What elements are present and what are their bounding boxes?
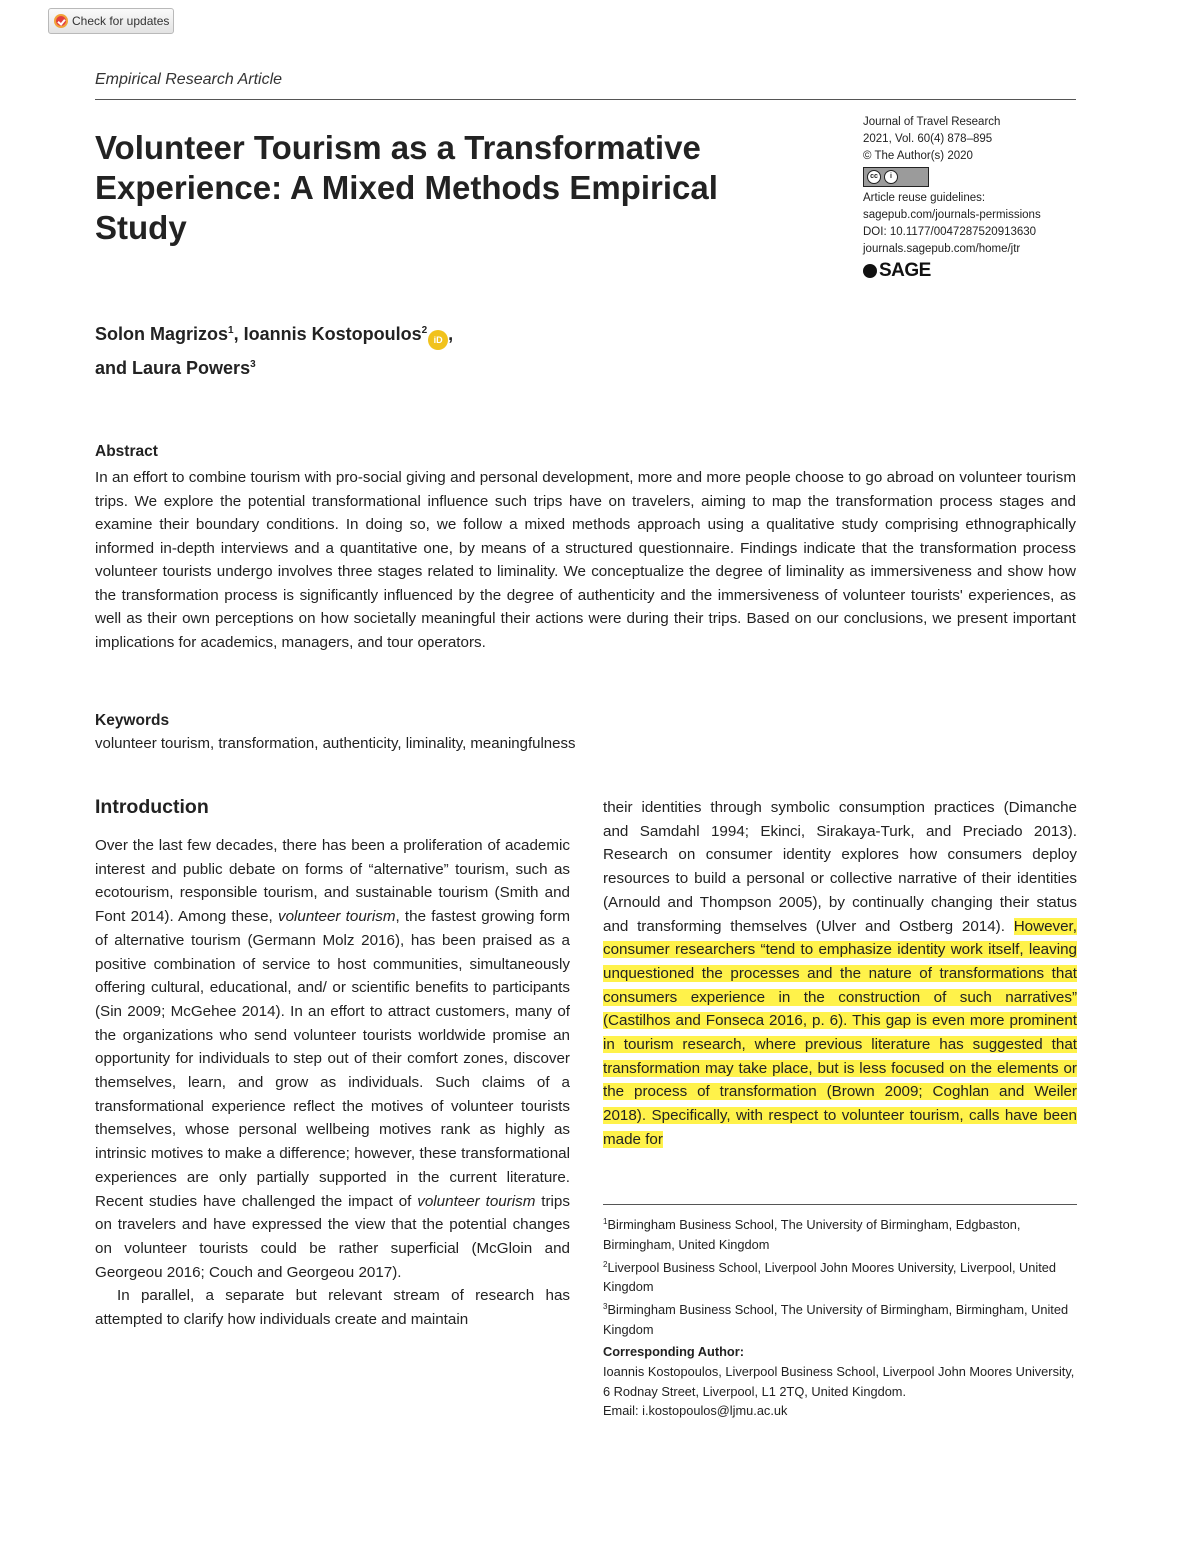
corresponding-author-heading: Corresponding Author: [603, 1344, 744, 1359]
author-separator: , [233, 324, 239, 344]
body-left-column [95, 834, 570, 1332]
journal-info [863, 114, 1083, 279]
cc-icon: cc [867, 170, 881, 184]
affiliation-text: Liverpool Business School, Liverpool John Moores University, Liverpool, United Kingdom [603, 1259, 1057, 1295]
sage-logo-text: SAGE [879, 260, 931, 281]
abstract-heading: Abstract [95, 443, 158, 460]
abstract-text: In an effort to combine tourism with pro-social giving and personal development, more and more people choose to go abroad on volunteer tourism trips. We explore the potential transformational influence such trips have on travelers, aiming to map the transformation process stages and examine their boundary conditions. In doing so, we follow a mixed methods approach using a qualitative study comprising ethnographically informed in-depth interviews and a quantitative one, by means of a structured questionnaire. Findings indicate that the transformation process volunteer tourists undergo involves three stages related to liminality. We conceptualize the degree of liminality as immersiveness and show how the transformation process is significantly influenced by the degree of authenticity and the immersiveness of volunteer tourists' experiences, as well as their own perceptions on how societally meaningful their actions were during their trips. Based on our conclusions, we present important implications for academics, managers, and tour operators. [95, 469, 1076, 651]
affiliation-marker: 3 [250, 359, 256, 370]
affiliation-item [603, 1212, 1078, 1255]
copyright-notice: © The Author(s) 2020 [863, 150, 973, 162]
paragraph [95, 834, 570, 1284]
journal-homepage-link[interactable]: journals.sagepub.com/home/jtr [863, 243, 1021, 255]
highlighted-passage[interactable]: However, consumer researchers “tend to emphasize identity work itself, leaving unquestioned the processes and the nature of transformations that consumers experience in the construction of such narratives” (Castilhos and Fonseca 2016, p. 6). This gap is even more prominent in tourism research, where previous literature has suggested that transformation may take place, but is less focused on the elements or the process of transformation (Brown 2009; Coghlan and Weiler 2018). Specifically, with respect to volunteer tourism, calls have been made for [603, 917, 1077, 1148]
keywords-list: volunteer tourism, transformation, authenticity, liminality, meaningfulness [95, 735, 576, 752]
affiliation-item [603, 1255, 1078, 1298]
body-right-column [603, 796, 1077, 1152]
footnote-rule [603, 1204, 1077, 1205]
keywords-heading: Keywords [95, 712, 170, 729]
check-updates-icon [54, 14, 68, 28]
reuse-guidelines-label: Article reuse guidelines: [863, 192, 986, 204]
journal-citation: 2021, Vol. 60(4) 878–895 [863, 133, 993, 145]
affiliation-item [603, 1297, 1078, 1340]
introduction-heading: Introduction [95, 796, 209, 818]
emphasized-term: volunteer tourism [417, 1192, 536, 1210]
permissions-link[interactable]: sagepub.com/journals-permissions [863, 209, 1041, 221]
text-run: their identities through symbolic consumption practices (Dimanche and Samdahl 1994; Ekinci, Sirakaya-Turk, and Preciado 2013). Research on consumer identity explores how consumers deploy resources to build a personal or collective narrative of their identities (Arnould and Thompson 2005), by continually changing their status and transforming themselves (Ulver and Ostberg 2014). [603, 799, 1077, 935]
text-run: trips on travelers and have expressed the view that the potential changes on volunteer tourists could be rather superficial (McGloin and Georgeou 2016; Couch and Georgeou 2017). [95, 1192, 570, 1281]
affiliation-marker: 2 [421, 325, 428, 336]
article-title: Volunteer Tourism as a Transformative Experience: A Mixed Methods Empirical Study [95, 129, 718, 246]
paragraph: In parallel, a separate but relevant stream of research has attempted to clarify how individuals create and maintain [95, 1287, 570, 1329]
attribution-icon: i [884, 170, 898, 184]
check-for-updates-button[interactable] [48, 8, 174, 34]
affiliation-text: Birmingham Business School, The University of Birmingham, Birmingham, United Kingdom [603, 1302, 1069, 1337]
corresponding-author-address: Ioannis Kostopoulos, Liverpool Business School, Liverpool John Moores University, 6 Rodnay Street, Liverpool, L1 2TQ, United Kingdom. [603, 1363, 1075, 1399]
author-name[interactable]: Laura Powers [132, 358, 251, 378]
author-name[interactable]: Ioannis Kostopoulos [243, 324, 422, 344]
author-conjunction: and [95, 358, 128, 378]
journal-name: Journal of Travel Research [863, 116, 1001, 128]
affiliations [603, 1212, 1078, 1340]
affiliation-marker: 1 [228, 325, 234, 336]
text-run: , the fastest growing form of alternative tourism (Germann Molz 2016), has been praised as a positive combination of service to host communities, simultaneously offering cultural, educational, and/ or scientific benefits to participants (Sin 2009; McGehee 2014). In an effort to attract customers, many of the organizations who send volunteer tourists worldwide promise an opportunity for individuals to step out of their comfort zones, discover themselves, learn, and grow as individuals. Such claims of a transformational experience reflect the motives of volunteer tourists themselves, whose personal wellbeing motives rank as highly as intrinsic motives to make a difference; however, these transformational experiences are only partially supported in the current literature. Recent studies have challenged the impact of [95, 908, 570, 1210]
orcid-icon[interactable]: iD [428, 330, 448, 350]
affiliation-marker: 3 [603, 1302, 608, 1312]
author-separator: , [448, 324, 454, 344]
article-type-label: Empirical Research Article [95, 71, 283, 88]
corresponding-author-email[interactable]: Email: i.kostopoulos@ljmu.ac.uk [603, 1403, 788, 1419]
author-list [95, 316, 615, 383]
check-for-updates-label: Check for updates [72, 14, 170, 28]
sage-logo-icon [863, 264, 877, 278]
author-name[interactable]: Solon Magrizos [95, 324, 229, 344]
affiliation-marker: 2 [603, 1259, 608, 1269]
emphasized-term: volunteer tourism [277, 908, 396, 926]
creative-commons-badge-icon[interactable] [863, 167, 929, 187]
corresponding-author [603, 1342, 1078, 1421]
header-rule [95, 99, 1076, 100]
text-run: Over the last few decades, there has been a proliferation of academic interest and public debate on forms of “alternative” tourism, such as ecotourism, responsible tourism, and sustainable tourism (Smith and Font 2014). Among these, [95, 837, 570, 926]
affiliation-text: Birmingham Business School, The University of Birmingham, Edgbaston, Birmingham, United Kingdom [603, 1217, 1021, 1252]
doi-link[interactable]: DOI: 10.1177/0047287520913630 [863, 226, 1037, 238]
affiliation-marker: 1 [603, 1217, 608, 1226]
sage-logo [863, 262, 1083, 279]
